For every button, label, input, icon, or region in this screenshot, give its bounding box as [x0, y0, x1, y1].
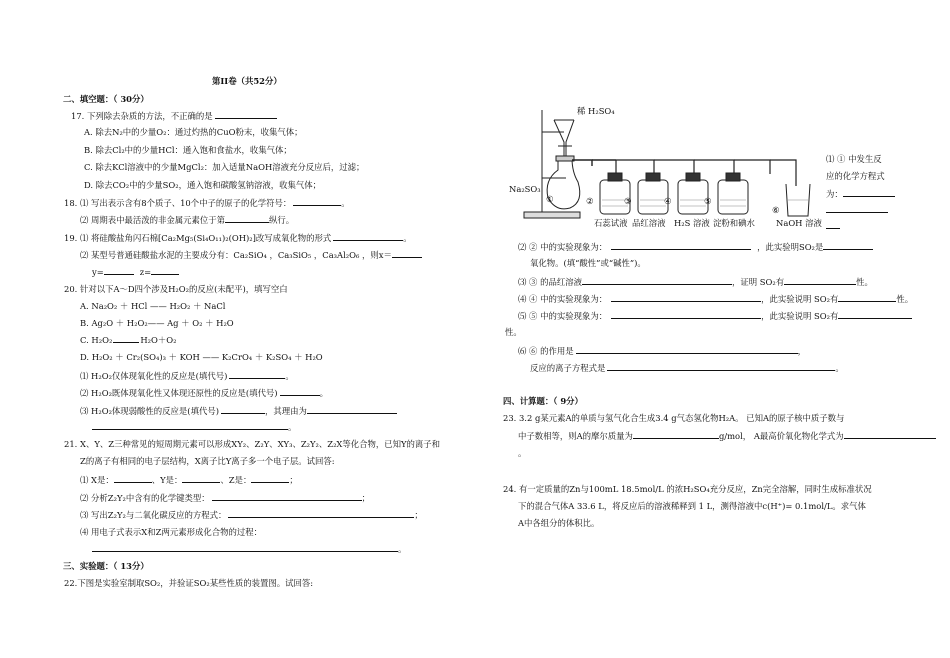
side-note-3: 为：	[826, 188, 895, 200]
q21-sub1: ⑴ X是： 、Y是： 、Z是： ；	[80, 475, 298, 485]
q19-part3: y= z=	[92, 266, 179, 278]
q22-sub6: ⑹ ⑥ 的作用是 ，	[518, 346, 806, 356]
answer-blank[interactable]	[251, 474, 289, 483]
section-title: 第II卷（共52分）	[212, 76, 282, 86]
answer-blank[interactable]	[611, 310, 761, 319]
answer-blank[interactable]	[229, 370, 285, 379]
q20-stem: 20. 针对以下A～D四个涉及H₂O₂的反应(未配平)，填写空白	[64, 284, 288, 294]
q20-option-c: C. H₂O₂ H₂O＋O₂	[80, 335, 177, 345]
num-3: ③	[624, 196, 632, 206]
q18-part2: ⑵ 周期表中最活泼的非金属元素位于第 纵行。	[80, 215, 295, 225]
label-naoh: NaOH 溶液	[776, 218, 822, 228]
answer-blank[interactable]	[92, 421, 288, 430]
q19-part1: 19. ⑴ 将硅酸盐角闪石棉[Ca₂Mg₅(Si₄O₁₁)₂(OH)₂]改写成氧化物的形式 。	[64, 233, 412, 243]
side-note-1: ⑴ ① 中发生反	[826, 154, 882, 164]
answer-blank[interactable]	[582, 276, 732, 285]
answer-blank[interactable]	[611, 293, 761, 302]
q22-sub3: ⑶ ③ 的品红溶液 ，证明 SO₂有 性。	[518, 277, 873, 287]
answer-blank[interactable]	[212, 492, 362, 501]
fill-section-header: 二、填空题：（ 30分）	[63, 94, 149, 104]
q17-option-b: B. 除去Cl₂中的少量HCl：通入饱和食盐水，收集气体；	[84, 145, 292, 155]
q21-line2: Z的离子有相同的电子层结构，X离子比Y离子多一个电子层。试回答:	[80, 456, 335, 466]
answer-blank[interactable]	[114, 474, 152, 483]
answer-blank[interactable]	[280, 387, 320, 396]
q23-line2: 中子数相等，则A的摩尔质量为 g/mol， A最高价氧化物化学式为	[518, 430, 936, 442]
q21-sub2: ⑵ 分析Z₂Y₂中含有的化学键类型： ；	[80, 493, 370, 503]
q22-sub5-cont: 性。	[505, 327, 522, 337]
q20-sub3: ⑶ H₂O₂体现弱酸性的反应是(填代号) ，其理由为	[80, 405, 397, 417]
answer-blank[interactable]	[611, 241, 751, 250]
answer-blank[interactable]	[633, 430, 719, 439]
answer-blank[interactable]	[784, 276, 856, 285]
answer-blank[interactable]	[151, 266, 179, 275]
q20-sub3-cont: 。	[92, 421, 296, 433]
q21-line1: 21. X、Y、Z三种常见的短周期元素可以形成XY₂、Z₂Y、XY₃、Z₂Y₂、Z₂X等化合物，已知Y的离子和	[64, 439, 441, 449]
answer-blank[interactable]	[333, 232, 403, 241]
q22-sub6-cont: 反应的离子方程式是 。	[530, 363, 844, 373]
q17-stem: 17. 下列除去杂质的方法，不正确的是	[71, 110, 277, 122]
answer-blank[interactable]	[225, 214, 269, 223]
answer-blank[interactable]	[293, 197, 341, 206]
num-2: ②	[586, 196, 594, 206]
q19-part2: ⑵ 某型号普通硅酸盐水泥的主要成分有：Ca₂SiO₄ ，Ca₃SiO₅ ，Ca₃Al₂O₆ ，则x＝	[80, 249, 422, 261]
answer-blank[interactable]	[182, 474, 220, 483]
answer-blank[interactable]	[307, 405, 397, 414]
q22-sub4: ⑷ ④ 中的实验现象为： ，此实验说明 SO₂有 性。	[518, 294, 914, 304]
num-4: ④	[664, 196, 672, 206]
acid-label: 稀 H₂SO₄	[577, 106, 615, 116]
experiment-section-header: 三、实验题：（ 13分）	[63, 561, 149, 571]
q22-sub2-cont: 氧化物。(填“酸性”或“碱性”)。	[530, 258, 646, 268]
answer-blank[interactable]	[844, 430, 936, 439]
q18-part1: 18. ⑴ 写出表示含有8个质子、10个中子的原子的化学符号： 。	[64, 198, 350, 208]
answer-blank[interactable]	[215, 110, 277, 119]
answer-blank[interactable]	[392, 249, 422, 258]
q22-sub2: ⑵ ② 中的实验现象为： ，此实验明SO₂是	[518, 241, 873, 253]
q20-option-a: A. Na₂O₂ ＋ HCl —— H₂O₂ ＋ NaCl	[80, 301, 226, 311]
q23-line3: 。	[518, 448, 527, 458]
q21-sub4-cont: 。	[92, 543, 406, 555]
q24-line3: A中各组分的体积比。	[518, 518, 600, 528]
q22-sub5: ⑸ ⑤ 中的实验现象为： ，此实验说明 SO₂有	[518, 310, 912, 322]
q24-line2: 下的混合气体A 33.6 L，将反应后的溶液稀释到 1 L，测得溶液中c(H⁺)= 0.1mol/L。求气体	[518, 501, 866, 511]
q22-stem: 22.下图是实验室制取SO₂，并验证SO₂某些性质的装置图。试回答:	[64, 578, 314, 588]
answer-blank[interactable]	[228, 509, 414, 518]
q17-option-c: C. 除去KCl溶液中的少量MgCl₂：加入适量NaOH溶液充分反应后，过滤；	[84, 162, 365, 172]
answer-blank[interactable]	[104, 266, 134, 275]
q20-sub1: ⑴ H₂O₂仅体现氧化性的反应是(填代号) 。	[80, 371, 294, 381]
label-litmus: 石蕊试液	[594, 218, 628, 228]
q21-sub4: ⑷ 用电子式表示X和Z两元素形成化合物的过程：	[80, 527, 262, 537]
side-note-blank[interactable]	[826, 204, 888, 216]
q24-line1: 24. 有一定质量的Zn与100mL 18.5mol/L 的浓H₂SO₄充分反应，Zn完全溶解，同时生成标准状况	[503, 484, 872, 494]
calc-section-header: 四、计算题：（ 9分）	[503, 396, 583, 406]
answer-blank[interactable]	[838, 293, 896, 302]
answer-blank[interactable]	[607, 362, 835, 371]
side-note-2: 应的化学方程式	[826, 171, 885, 181]
num-1: ①	[546, 194, 554, 204]
q17-option-d: D. 除去CO₂中的少量SO₂，通入饱和碳酸氢钠溶液，收集气体；	[84, 180, 321, 190]
solid-label: Na₂SO₃	[509, 184, 541, 194]
side-note-blank2[interactable]	[826, 220, 840, 232]
answer-blank[interactable]	[221, 405, 265, 414]
answer-blank[interactable]	[92, 543, 398, 552]
answer-blank[interactable]	[838, 310, 912, 319]
q20-option-b: B. Ag₂O ＋ H₂O₂—— Ag ＋ O₂ ＋ H₂O	[80, 318, 234, 328]
q17-option-a: A. 除去N₂中的少量O₂：通过灼热的CuO粉末，收集气体；	[84, 127, 303, 137]
apparatus-diagram	[508, 100, 828, 230]
q21-sub3: ⑶ 写出Z₂Y₂与二氧化碳反应的方程式： ；	[80, 510, 423, 520]
q20-sub2: ⑵ H₂O₂既体现氧化性又体现还原性的反应是(填代号) 。	[80, 388, 328, 398]
label-h2s: H₂S 溶液	[674, 218, 710, 228]
answer-blank[interactable]	[823, 241, 873, 250]
q23-line1: 23. 3.2 g某元素A的单质与氢气化合生成3.4 g气态氢化物H₂A。 已知A的原子核中质子数与	[503, 413, 845, 423]
label-fuchsin: 品红溶液	[632, 218, 666, 228]
num-5: ⑤	[704, 196, 712, 206]
q20-option-d: D. H₂O₂ ＋ Cr₂(SO₄)₃ ＋ KOH —— K₂CrO₄ ＋ K₂SO₄ ＋ H₂O	[80, 352, 323, 362]
label-starch-iodine: 淀粉和碘水	[713, 218, 755, 228]
answer-blank[interactable]	[843, 188, 895, 197]
num-6: ⑥	[772, 205, 780, 215]
answer-blank[interactable]	[576, 345, 798, 354]
